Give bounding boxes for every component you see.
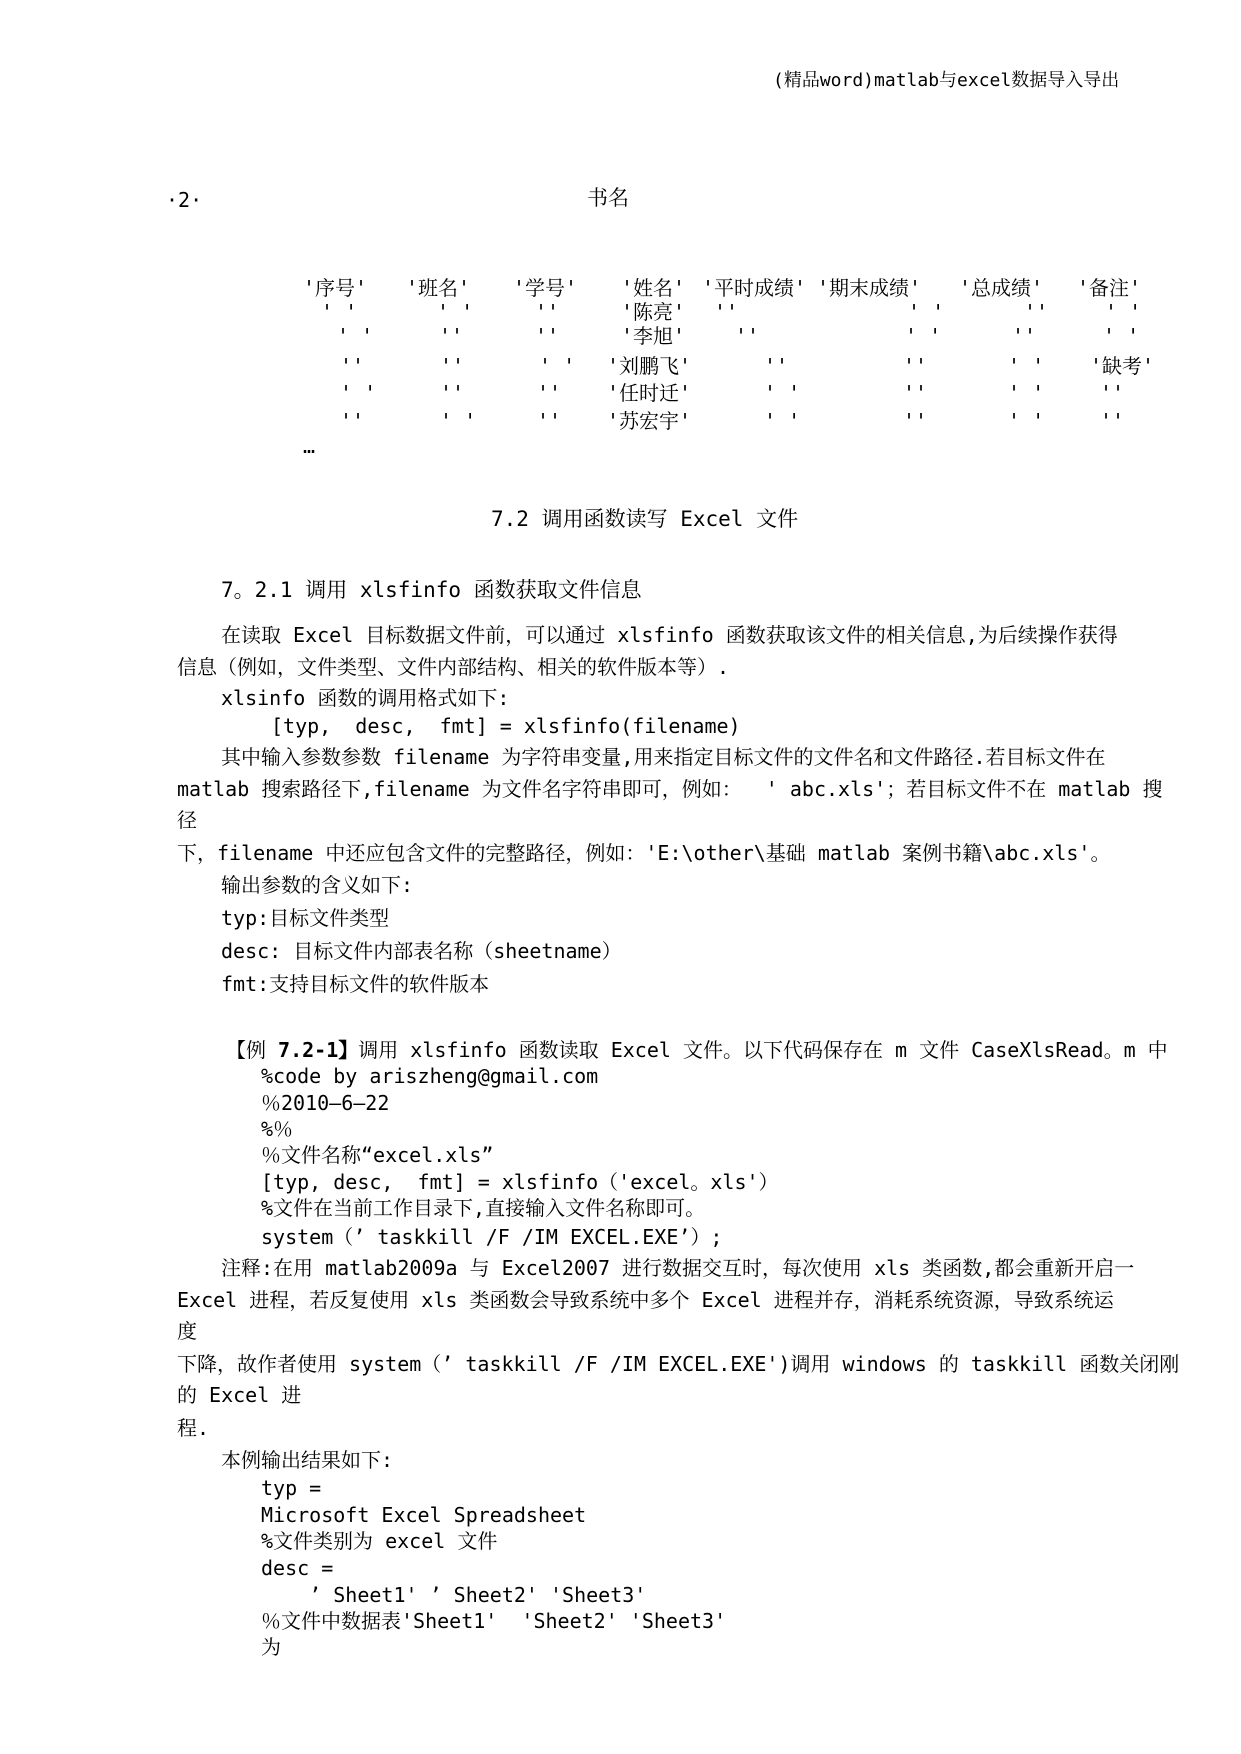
code-line: %code by ariszheng@gmail.com	[261, 1064, 599, 1088]
table-cell: ' '	[764, 381, 801, 405]
table-cell: ''	[1100, 381, 1125, 405]
table-cell: ' '	[905, 324, 942, 348]
result-line: %文件类别为 excel 文件	[261, 1529, 498, 1553]
note-line: 的 Excel 进	[177, 1383, 302, 1407]
book-title: 书名	[587, 186, 629, 210]
table-cell: '陈亮'	[621, 300, 686, 324]
table-cell: ''	[1012, 324, 1037, 348]
table-cell: ''	[903, 354, 928, 378]
output-item: desc: 目标文件内部表名称（sheetname）	[221, 939, 622, 963]
table-cell: ' '	[337, 324, 374, 348]
table-cell: ' '	[1008, 354, 1045, 378]
paragraph-line: 下，filename 中还应包含文件的完整路径，例如：'E:\other\基础 matlab 案例书籍\abc.xls'。	[177, 841, 1111, 865]
table-cell: ''	[735, 324, 760, 348]
table-cell: ''	[1024, 300, 1049, 324]
table-cell: ''	[340, 354, 365, 378]
example-prefix: 【例	[226, 1038, 279, 1062]
table-header-4: '姓名'	[621, 276, 686, 300]
subsection-title: 7。2.1 调用 xlsfinfo 函数获取文件信息	[221, 578, 642, 602]
running-header: (精品word)matlab与excel数据导入导出	[773, 70, 1120, 91]
table-cell: ' '	[1105, 300, 1142, 324]
table-cell: ' '	[440, 409, 477, 433]
table-cell: ''	[537, 409, 562, 433]
output-intro: 输出参数的含义如下:	[221, 873, 414, 897]
result-intro: 本例输出结果如下:	[221, 1448, 394, 1472]
table-cell: '缺考'	[1090, 354, 1155, 378]
syntax-intro: xlsinfo 函数的调用格式如下:	[221, 686, 510, 710]
table-ellipsis: …	[303, 434, 316, 458]
note-line: Excel 进程，若反复使用 xls 类函数会导致系统中多个 Excel 进程并存，消耗系统资源，导致系统运	[177, 1288, 1114, 1312]
table-cell: ''	[537, 381, 562, 405]
note-line: 程.	[177, 1416, 210, 1440]
score-table	[0, 0, 1241, 470]
example-heading	[226, 1038, 1168, 1062]
table-header-2: '班名'	[406, 276, 471, 300]
note-line: 下降，故作者使用 system（’ taskkill /F /IM EXCEL.EXE')调用 windows 的 taskkill 函数关闭刚	[177, 1352, 1180, 1376]
table-cell: ' '	[539, 354, 576, 378]
paragraph-line: matlab 搜索路径下,filename 为文件名字符串即可，例如： ' abc.xls'；若目标文件不在 matlab 搜	[177, 777, 1163, 801]
paragraph-line: 在读取 Excel 目标数据文件前，可以通过 xlsfinfo 函数获取该文件的相关信息,为后续操作获得	[221, 623, 1118, 647]
code-line: ％文件名称“excel.xls”	[261, 1143, 494, 1167]
result-line: ％文件中数据表'Sheet1' 'Sheet2' 'Sheet3'	[261, 1609, 727, 1633]
table-cell: ' '	[1103, 324, 1140, 348]
code-line: ％2010—6—22	[261, 1091, 390, 1115]
table-cell: '李旭'	[621, 324, 686, 348]
result-line: ’ Sheet1' ’ Sheet2' 'Sheet3'	[261, 1583, 647, 1607]
table-cell: ''	[340, 409, 365, 433]
result-line: typ =	[261, 1476, 322, 1500]
table-cell: ''	[714, 300, 739, 324]
result-line: desc =	[261, 1556, 334, 1580]
table-cell: ' '	[764, 409, 801, 433]
example-number: 7.2-1	[278, 1038, 339, 1062]
paragraph-line: 信息（例如，文件类型、文件内部结构、相关的软件版本等）.	[177, 655, 730, 679]
table-cell: ''	[535, 324, 560, 348]
table-cell: ''	[535, 300, 560, 324]
note-line: 注释:在用 matlab2009a 与 Excel2007 进行数据交互时，每次使用 xls 类函数,都会重新开启一	[221, 1256, 1135, 1280]
paragraph-line: 径	[177, 808, 197, 832]
table-cell: ''	[440, 381, 465, 405]
table-header-3: '学号'	[513, 276, 578, 300]
table-cell: ''	[903, 381, 928, 405]
table-header-1: '序号'	[303, 276, 368, 300]
table-cell: '苏宏宇'	[607, 409, 692, 433]
code-line: system（’ taskkill /F /IM EXCEL.EXE’）;	[261, 1225, 723, 1249]
result-line: 为	[261, 1635, 281, 1659]
table-cell: ' '	[908, 300, 945, 324]
table-header-8: '备注'	[1077, 276, 1142, 300]
output-item: fmt:支持目标文件的软件版本	[221, 972, 490, 996]
table-cell: ''	[1100, 409, 1125, 433]
table-header-7: '总成绩'	[959, 276, 1044, 300]
table-cell: ''	[764, 354, 789, 378]
note-line: 度	[177, 1319, 197, 1343]
table-cell: ' '	[1008, 409, 1045, 433]
page-number: ·2·	[166, 188, 203, 212]
table-cell: ''	[440, 354, 465, 378]
code-line: [typ, desc, fmt] = xlsfinfo（'excel。xls'）	[261, 1170, 779, 1194]
table-cell: '任时迁'	[607, 381, 692, 405]
table-cell: ''	[903, 409, 928, 433]
code-line: %％	[261, 1117, 294, 1141]
table-header-5: '平时成绩'	[702, 276, 807, 300]
table-cell: ' '	[340, 381, 377, 405]
code-line: %文件在当前工作目录下,直接输入文件名称即可。	[261, 1196, 706, 1220]
output-item: typ:目标文件类型	[221, 906, 390, 930]
example-bracket: 】	[338, 1038, 359, 1062]
table-cell: ' '	[1008, 381, 1045, 405]
table-header-6: '期末成绩'	[817, 276, 922, 300]
example-text: 调用 xlsfinfo 函数读取 Excel 文件。以下代码保存在 m 文件 CaseXlsRead。m 中	[358, 1038, 1168, 1062]
result-line: Microsoft Excel Spreadsheet	[261, 1503, 587, 1527]
table-cell: ' '	[321, 300, 358, 324]
table-cell: ' '	[437, 300, 474, 324]
table-cell: ''	[439, 324, 464, 348]
paragraph-line: 其中输入参数参数 filename 为字符串变量,用来指定目标文件的文件名和文件路径.若目标文件在	[221, 745, 1106, 769]
syntax-code: [typ, desc, fmt] = xlsfinfo(filename)	[271, 714, 741, 738]
table-cell: '刘鹏飞'	[607, 354, 692, 378]
section-title: 7.2 调用函数读写 Excel 文件	[491, 507, 799, 531]
